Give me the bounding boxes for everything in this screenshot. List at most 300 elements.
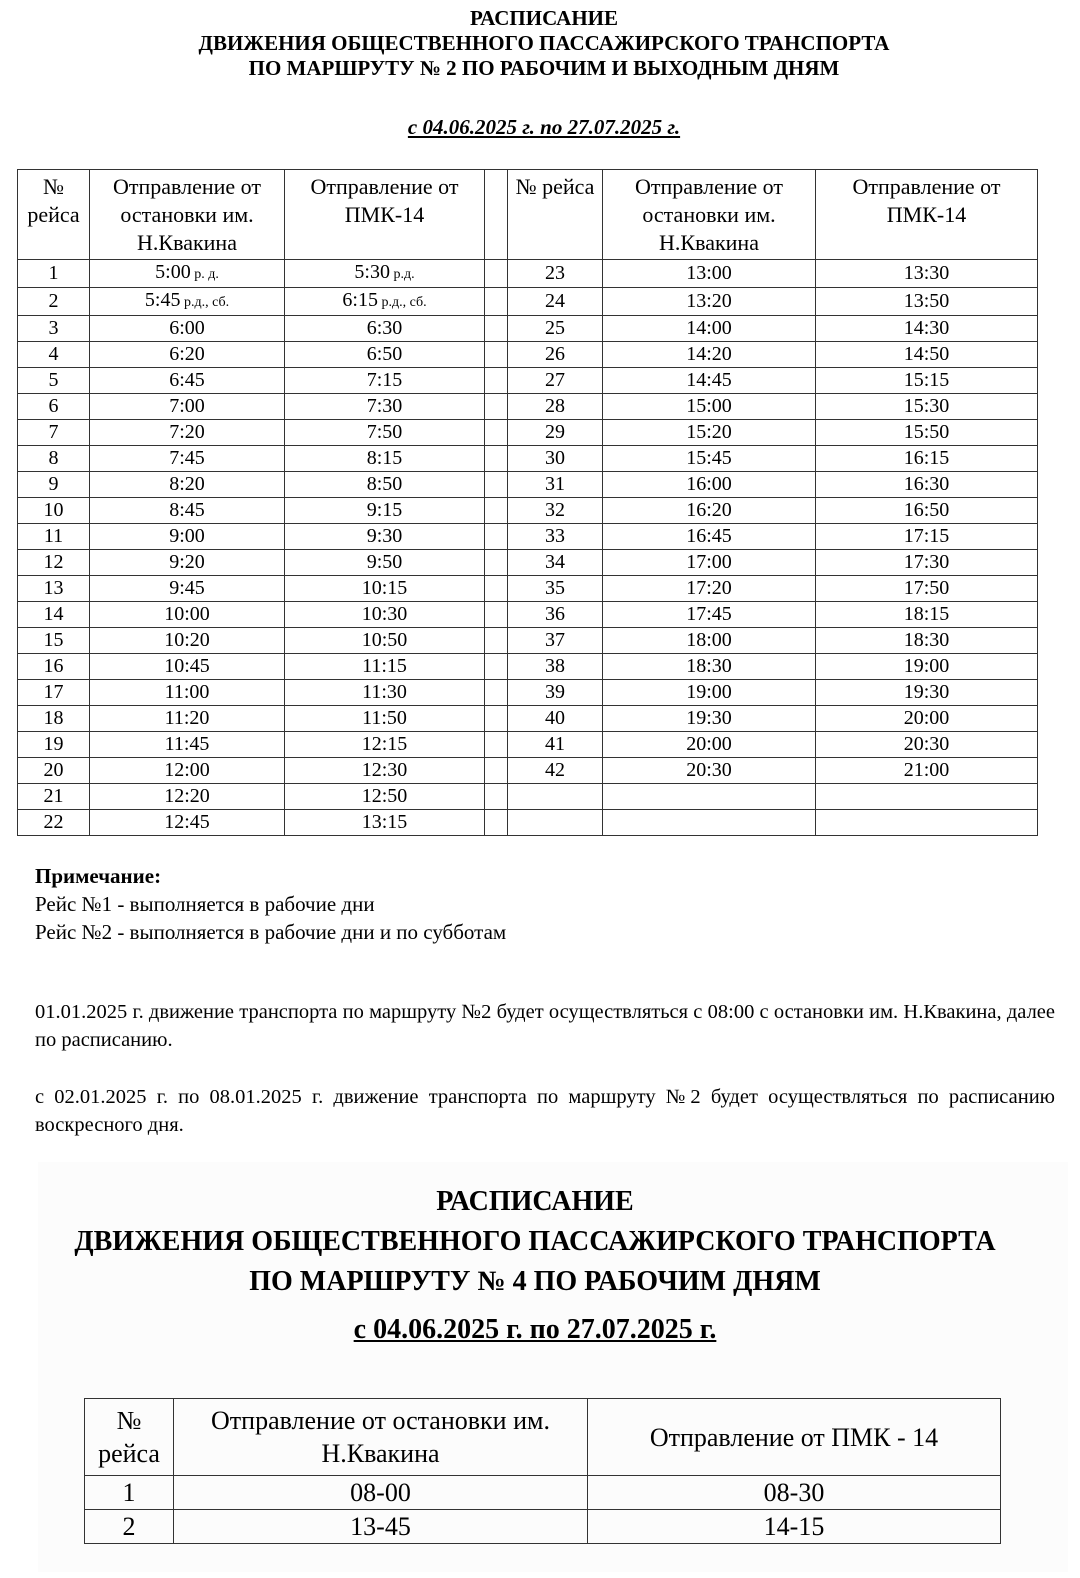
departure-stop-cell <box>603 706 816 732</box>
departure-pmk-cell-value: 10:50 <box>361 629 408 651</box>
trip-number-cell <box>508 784 603 810</box>
trip-number-cell <box>18 260 90 288</box>
departure-pmk-cell-value: 15:50 <box>903 421 950 443</box>
departure-stop-cell-value: 14:45 <box>686 369 732 391</box>
departure-pmk-cell-value: 11:30 <box>362 681 407 703</box>
trip-number-cell <box>18 446 90 472</box>
departure-pmk-cell <box>816 758 1038 784</box>
departure-stop-cell <box>603 342 816 368</box>
trip-number-cell-value: 7 <box>48 421 59 443</box>
table-spacer-cell <box>485 550 508 576</box>
departure-pmk-cell-value: 6:30 <box>366 317 403 339</box>
table-row <box>18 680 1038 706</box>
trip-number-cell <box>508 316 603 342</box>
table-spacer-cell <box>485 420 508 446</box>
header-departure-stop: Отправление от остановки им. Н.Квакина <box>90 170 285 260</box>
departure-pmk-cell <box>285 368 485 394</box>
table-header-row <box>85 1399 1001 1476</box>
trip-number-cell <box>508 472 603 498</box>
departure-stop-cell-value: 5:45 <box>144 289 181 311</box>
departure-stop-cell-value: 10:00 <box>164 603 210 625</box>
departure-pmk-cell-value: 10:30 <box>361 603 408 625</box>
departure-pmk-cell <box>816 576 1038 602</box>
departure-pmk-cell <box>285 472 485 498</box>
departure-pmk-cell-value: 15:30 <box>903 395 950 417</box>
departure-pmk-cell <box>816 394 1038 420</box>
departure-pmk-cell-value: 18:30 <box>903 629 950 651</box>
departure-pmk-cell-value: 7:15 <box>366 369 403 391</box>
departure-pmk-cell-value: 17:15 <box>903 525 950 547</box>
trip-number-cell <box>508 758 603 784</box>
departure-stop-cell-value: 15:45 <box>686 447 732 469</box>
departure-pmk-cell-value: 16:50 <box>903 499 950 521</box>
trip-number-cell <box>18 810 90 836</box>
departure-stop-cell <box>90 446 285 472</box>
note-title: Примечание: <box>35 864 162 888</box>
trip-number-cell-value: 2 <box>48 290 59 312</box>
table-spacer-cell <box>485 288 508 316</box>
table-spacer-cell <box>485 446 508 472</box>
trip-number-cell-value: 28 <box>545 395 565 417</box>
trip-number-cell <box>508 288 603 316</box>
departure-stop-cell <box>603 524 816 550</box>
departure-stop-cell-value: 17:45 <box>686 603 732 625</box>
table-spacer-cell <box>485 654 508 680</box>
departure-pmk-cell <box>816 472 1038 498</box>
table-row <box>18 628 1038 654</box>
day-type-note: р.д., сб. <box>180 295 230 310</box>
trip-number-cell-value: 14 <box>43 603 64 625</box>
trip-number-cell <box>508 628 603 654</box>
departure-pmk-cell <box>816 550 1038 576</box>
departure-stop-cell <box>90 628 285 654</box>
table-spacer-cell <box>485 732 508 758</box>
departure-pmk-cell <box>285 524 485 550</box>
table-row <box>18 576 1038 602</box>
trip-number-cell <box>508 446 603 472</box>
trip-number-cell <box>18 654 90 680</box>
departure-stop-cell <box>603 654 816 680</box>
trip-number-cell <box>508 342 603 368</box>
trip-number-cell-value: 13 <box>43 577 64 599</box>
departure-pmk-cell <box>285 446 485 472</box>
route2-period: с 04.06.2025 г. по 27.07.2025 г. <box>407 115 681 139</box>
trip-number-cell <box>508 576 603 602</box>
departure-pmk-cell-value: 6:50 <box>366 343 403 365</box>
trip-number-cell-value: 5 <box>48 369 59 391</box>
route4-title-line: РАСПИСАНИЕ <box>436 1186 634 1217</box>
trip-number-cell <box>18 498 90 524</box>
departure-stop-cell <box>90 654 285 680</box>
departure-stop-cell-value: 17:00 <box>686 551 732 573</box>
departure-stop-cell <box>90 706 285 732</box>
departure-stop-cell-value: 13-45 <box>350 1511 411 1541</box>
departure-pmk-cell-value: 16:30 <box>903 473 950 495</box>
trip-number-cell-value: 30 <box>545 447 565 469</box>
table-spacer-cell <box>485 628 508 654</box>
trip-number-cell-value: 1 <box>48 262 59 284</box>
day-type-note: р.д. <box>389 267 415 282</box>
departure-stop-cell <box>603 394 816 420</box>
departure-stop-cell-value: 11:45 <box>164 733 210 755</box>
table-row <box>18 732 1038 758</box>
table-spacer-cell <box>485 342 508 368</box>
departure-stop-cell-value: 6:45 <box>169 369 205 391</box>
departure-stop-cell <box>603 576 816 602</box>
departure-pmk-cell <box>285 260 485 288</box>
trip-number-cell-value: 1 <box>122 1477 136 1507</box>
departure-stop-cell <box>90 288 285 316</box>
table-row <box>18 550 1038 576</box>
trip-number-cell-value: 25 <box>545 317 565 339</box>
holiday-paragraph-jan1: 01.01.2025 г. движение транспорта по маршруту №2 будет осуществляться с 08:00 с остановки им. Н.Квакина, далее по расписанию. <box>35 1001 1055 1051</box>
table-row <box>18 288 1038 316</box>
departure-pmk-cell-value: 11:50 <box>362 707 407 729</box>
departure-pmk-cell-value: 13:30 <box>903 262 950 284</box>
table-spacer-cell <box>485 576 508 602</box>
departure-pmk-cell <box>285 316 485 342</box>
departure-stop-cell <box>603 498 816 524</box>
departure-pmk-cell-value: 20:30 <box>903 733 950 755</box>
departure-stop-cell-value: 6:20 <box>169 343 205 365</box>
trip-number-cell-value: 4 <box>48 343 59 365</box>
table-row <box>18 758 1038 784</box>
departure-stop-cell <box>603 368 816 394</box>
trip-number-cell <box>18 394 90 420</box>
trip-number-cell <box>508 550 603 576</box>
departure-pmk-cell <box>816 420 1038 446</box>
departure-pmk-cell-value: 6:15 <box>342 289 378 311</box>
table-row <box>18 784 1038 810</box>
departure-stop-cell <box>90 498 285 524</box>
departure-stop-cell-value: 7:45 <box>169 447 205 469</box>
departure-stop-cell-value: 18:30 <box>686 655 732 677</box>
departure-pmk-cell-value: 12:30 <box>361 759 408 781</box>
departure-stop-cell-value: 8:45 <box>169 499 205 521</box>
departure-pmk-cell <box>816 288 1038 316</box>
departure-stop-cell-value: 20:30 <box>686 759 732 781</box>
trip-number-cell-value: 23 <box>545 262 565 284</box>
trip-number-cell <box>18 288 90 316</box>
route2-title-line: РАСПИСАНИЕ <box>469 6 619 30</box>
trip-number-cell-value: 32 <box>545 499 565 521</box>
departure-stop-cell-value: 14:20 <box>686 343 732 365</box>
departure-pmk-cell-value: 18:15 <box>903 603 950 625</box>
table-row <box>18 394 1038 420</box>
departure-stop-cell <box>603 628 816 654</box>
trip-number-cell <box>508 368 603 394</box>
departure-pmk-cell <box>816 680 1038 706</box>
trip-number-cell <box>508 654 603 680</box>
departure-pmk-cell <box>285 576 485 602</box>
departure-stop-cell-value: 11:20 <box>164 707 210 729</box>
table-spacer-cell <box>485 706 508 732</box>
departure-pmk-cell-value: 9:50 <box>366 551 403 573</box>
table-row <box>18 810 1038 836</box>
trip-number-cell <box>508 706 603 732</box>
departure-pmk-cell <box>285 288 485 316</box>
trip-number-cell-value: 26 <box>545 343 565 365</box>
departure-stop-cell-value: 12:00 <box>164 759 210 781</box>
trip-number-cell-value: 16 <box>43 655 64 677</box>
departure-stop-cell <box>90 472 285 498</box>
departure-stop-cell <box>603 316 816 342</box>
departure-pmk-cell <box>816 316 1038 342</box>
trip-number-cell-value: 35 <box>545 577 565 599</box>
departure-pmk-cell <box>816 654 1038 680</box>
trip-number-cell-value: 10 <box>43 499 64 521</box>
departure-stop-cell-value: 9:00 <box>169 525 205 547</box>
trip-number-cell-value: 42 <box>545 759 565 781</box>
departure-stop-cell <box>90 550 285 576</box>
departure-pmk-cell <box>285 706 485 732</box>
departure-stop-cell <box>603 288 816 316</box>
departure-pmk-cell-value: 8:15 <box>366 447 403 469</box>
departure-pmk-cell-value: 16:15 <box>903 447 950 469</box>
table-row <box>18 524 1038 550</box>
table-spacer-cell <box>485 316 508 342</box>
departure-pmk-cell <box>285 420 485 446</box>
departure-stop-cell <box>90 524 285 550</box>
departure-pmk-cell-value: 08-30 <box>763 1477 825 1507</box>
table-spacer-cell <box>485 260 508 288</box>
table-spacer-cell <box>485 680 508 706</box>
departure-pmk-cell <box>285 680 485 706</box>
departure-stop-cell-value: 13:20 <box>686 290 732 312</box>
day-type-note: р.д., сб. <box>377 295 427 310</box>
departure-pmk-cell <box>285 498 485 524</box>
departure-stop-cell <box>90 576 285 602</box>
departure-stop-cell <box>603 758 816 784</box>
table-row <box>18 260 1038 288</box>
departure-stop-cell-value: 17:20 <box>686 577 732 599</box>
trip-number-cell-value: 15 <box>43 629 64 651</box>
departure-pmk-cell-value: 8:50 <box>366 473 403 495</box>
departure-pmk-cell <box>285 394 485 420</box>
departure-pmk-cell <box>285 628 485 654</box>
trip-number-cell <box>18 732 90 758</box>
departure-pmk-cell <box>816 628 1038 654</box>
departure-pmk-cell-value: 21:00 <box>903 759 950 781</box>
trip-number-cell-value: 40 <box>545 707 565 729</box>
departure-pmk-cell-value: 20:00 <box>903 707 950 729</box>
trip-number-cell <box>508 394 603 420</box>
trip-number-cell-value: 41 <box>545 733 565 755</box>
trip-number-cell <box>18 576 90 602</box>
departure-pmk-cell-value: 12:50 <box>361 785 408 807</box>
trip-number-cell <box>508 524 603 550</box>
trip-number-cell <box>508 498 603 524</box>
departure-pmk-cell-value: 5:30 <box>354 261 390 283</box>
table-spacer-cell <box>485 498 508 524</box>
departure-stop-cell-value: 10:45 <box>164 655 210 677</box>
header-departure-stop: Отправление от остановки им. Н.Квакина <box>603 170 816 260</box>
departure-pmk-cell-value: 9:30 <box>366 525 403 547</box>
trip-number-cell <box>85 1476 174 1510</box>
departure-stop-cell <box>603 550 816 576</box>
table-row <box>18 316 1038 342</box>
departure-stop-cell-value: 14:00 <box>686 317 732 339</box>
departure-pmk-cell-value: 17:50 <box>903 577 950 599</box>
departure-pmk-cell <box>816 524 1038 550</box>
table-spacer-cell <box>485 784 508 810</box>
departure-stop-cell-value: 16:20 <box>686 499 732 521</box>
departure-stop-cell <box>90 784 285 810</box>
departure-stop-cell <box>174 1476 588 1510</box>
departure-pmk-cell <box>816 342 1038 368</box>
departure-stop-cell <box>90 732 285 758</box>
table-row <box>18 706 1038 732</box>
departure-stop-cell-value: 19:00 <box>686 681 732 703</box>
departure-stop-cell-value: 18:00 <box>686 629 732 651</box>
departure-stop-cell <box>90 342 285 368</box>
departure-stop-cell-value: 10:20 <box>164 629 210 651</box>
trip-number-cell-value: 39 <box>545 681 565 703</box>
table-row <box>18 472 1038 498</box>
trip-number-cell-value: 38 <box>545 655 565 677</box>
table-spacer-cell <box>485 758 508 784</box>
trip-number-cell-value: 33 <box>545 525 565 547</box>
trip-number-cell <box>18 316 90 342</box>
table-spacer-cell <box>485 524 508 550</box>
route2-schedule-table <box>17 169 1038 836</box>
trip-number-cell <box>508 680 603 706</box>
departure-stop-cell-value: 19:30 <box>686 707 732 729</box>
trip-number-cell-value: 36 <box>545 603 565 625</box>
trip-number-cell <box>508 732 603 758</box>
table-spacer-cell <box>485 472 508 498</box>
departure-stop-cell-value: 13:00 <box>686 262 732 284</box>
route4-title-line: ДВИЖЕНИЯ ОБЩЕСТВЕННОГО ПАССАЖИРСКОГО ТРАНСПОРТА <box>74 1226 996 1257</box>
header-trip-number: № рейса <box>508 170 603 260</box>
note-line: Рейс №1 - выполняется в рабочие дни <box>35 892 375 916</box>
table-row <box>18 498 1038 524</box>
trip-number-cell <box>18 758 90 784</box>
departure-stop-cell-value: 11:00 <box>164 681 210 703</box>
note-line: Рейс №2 - выполняется в рабочие дни и по субботам <box>35 920 507 944</box>
departure-stop-cell <box>603 420 816 446</box>
departure-pmk-cell-value: 14-15 <box>763 1511 825 1541</box>
departure-stop-cell-value: 9:45 <box>169 577 205 599</box>
trip-number-cell <box>18 706 90 732</box>
trip-number-cell-value: 34 <box>545 551 565 573</box>
trip-number-cell-value: 22 <box>43 811 64 833</box>
departure-pmk-cell-value: 13:50 <box>903 290 950 312</box>
route2-title-line: ПО МАРШРУТУ № 2 ПО РАБОЧИМ И ВЫХОДНЫМ ДНЯМ <box>248 56 840 80</box>
table-row <box>18 446 1038 472</box>
departure-stop-cell-value: 5:00 <box>155 261 191 283</box>
departure-stop-cell <box>90 316 285 342</box>
table-spacer-cell <box>485 394 508 420</box>
departure-stop-cell <box>90 680 285 706</box>
departure-stop-cell <box>90 810 285 836</box>
trip-number-cell <box>18 342 90 368</box>
table-row <box>18 342 1038 368</box>
departure-pmk-cell <box>285 602 485 628</box>
trip-number-cell <box>18 524 90 550</box>
table-row <box>85 1510 1001 1544</box>
departure-pmk-cell-value: 7:30 <box>366 395 403 417</box>
departure-stop-cell <box>90 368 285 394</box>
departure-stop-cell-value: 12:20 <box>164 785 210 807</box>
departure-pmk-cell-value: 13:15 <box>361 811 408 833</box>
header-departure-pmk: Отправление от ПМК-14 <box>816 170 1038 260</box>
departure-pmk-cell <box>285 654 485 680</box>
departure-pmk-cell <box>285 732 485 758</box>
trip-number-cell-value: 11 <box>43 525 64 547</box>
table-row <box>18 368 1038 394</box>
day-type-note: р. д. <box>190 267 219 282</box>
departure-pmk-cell-value: 17:30 <box>903 551 950 573</box>
departure-pmk-cell <box>816 810 1038 836</box>
departure-pmk-cell <box>816 784 1038 810</box>
departure-pmk-cell <box>816 706 1038 732</box>
trip-number-cell-value: 37 <box>545 629 565 651</box>
table-spacer-cell <box>485 368 508 394</box>
departure-stop-cell <box>603 602 816 628</box>
departure-stop-cell-value: 9:20 <box>169 551 205 573</box>
departure-pmk-cell-value: 9:15 <box>366 499 403 521</box>
table-row <box>18 654 1038 680</box>
departure-stop-cell <box>603 260 816 288</box>
trip-number-cell-value: 8 <box>48 447 59 469</box>
trip-number-cell-value: 9 <box>48 473 59 495</box>
departure-pmk-cell-value: 14:30 <box>903 317 950 339</box>
table-row <box>18 420 1038 446</box>
trip-number-cell <box>18 550 90 576</box>
trip-number-cell <box>18 628 90 654</box>
trip-number-cell-value: 18 <box>43 707 64 729</box>
departure-pmk-cell <box>285 550 485 576</box>
table-spacer-cell <box>485 810 508 836</box>
header-departure-pmk: Отправление от ПМК-14 <box>285 170 485 260</box>
departure-pmk-cell-value: 10:15 <box>361 577 408 599</box>
departure-pmk-cell <box>285 758 485 784</box>
trip-number-cell <box>18 784 90 810</box>
table-row <box>18 602 1038 628</box>
trip-number-cell-value: 17 <box>43 681 64 703</box>
trip-number-cell-value: 20 <box>43 759 64 781</box>
departure-stop-cell-value: 12:45 <box>164 811 210 833</box>
route4-schedule-table <box>84 1398 1001 1544</box>
departure-stop-cell-value: 15:20 <box>686 421 732 443</box>
departure-pmk-cell <box>816 446 1038 472</box>
trip-number-cell-value: 27 <box>545 369 565 391</box>
departure-stop-cell <box>603 446 816 472</box>
departure-pmk-cell <box>588 1476 1001 1510</box>
departure-stop-cell-value: 16:00 <box>686 473 732 495</box>
trip-number-cell-value: 24 <box>545 290 565 312</box>
departure-stop-cell <box>603 732 816 758</box>
departure-pmk-cell <box>816 498 1038 524</box>
trip-number-cell-value: 3 <box>48 317 59 339</box>
trip-number-cell <box>18 420 90 446</box>
trip-number-cell-value: 2 <box>122 1511 136 1541</box>
trip-number-cell <box>508 810 603 836</box>
departure-stop-cell <box>90 758 285 784</box>
departure-stop-cell <box>603 784 816 810</box>
header-trip-number: № рейса <box>18 170 90 260</box>
departure-pmk-cell-value: 14:50 <box>903 343 950 365</box>
departure-stop-cell <box>174 1510 588 1544</box>
trip-number-cell <box>508 602 603 628</box>
departure-stop-cell-value: 16:45 <box>686 525 732 547</box>
departure-pmk-cell <box>285 342 485 368</box>
departure-pmk-cell <box>816 602 1038 628</box>
header-trip-number: № рейса <box>85 1399 174 1476</box>
departure-pmk-cell <box>816 368 1038 394</box>
departure-pmk-cell-value: 11:15 <box>362 655 407 677</box>
